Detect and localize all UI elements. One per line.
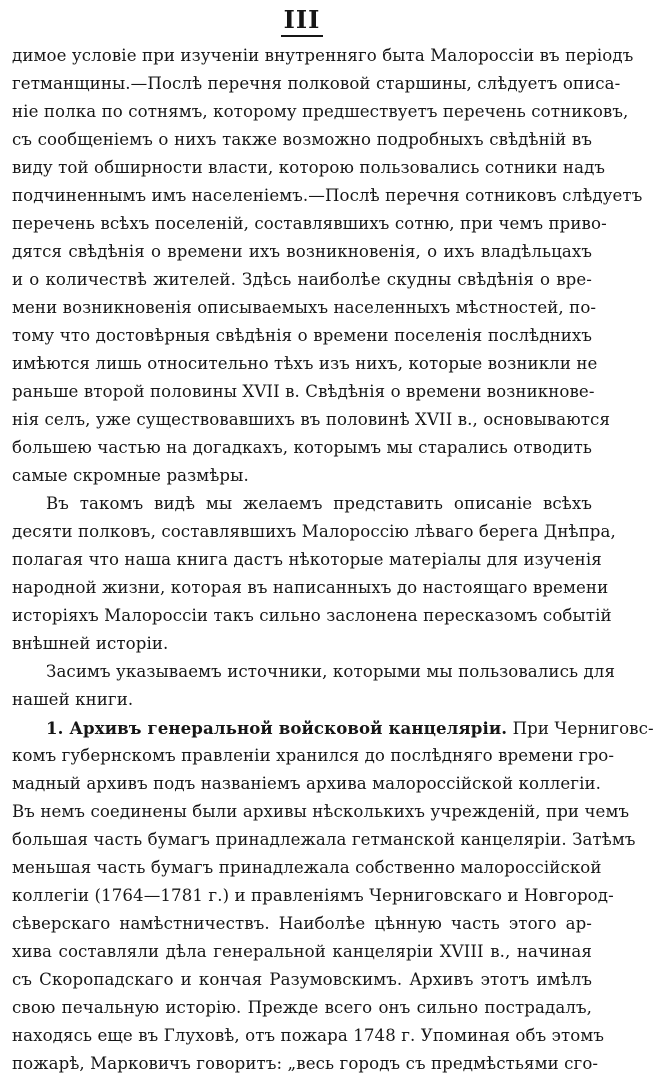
text-line: мадный архивъ подъ названіемъ архива малороссійской коллегіи. [12,774,602,793]
text-line: имѣются лишь относительно тѣхъ изъ нихъ, которые возникли не [12,354,598,373]
paragraph-description [12,490,616,658]
text-line: димое условіе при изученіи внутренняго быта Малороссіи въ періодъ [12,46,634,65]
paragraph-archive [12,714,654,1078]
text-line: коллегіи (1764—1781 г.) и правленіямъ Черниговскаго и Новгород- [12,886,614,905]
page-number-text: III [281,5,324,37]
text-line: меньшая часть бумагъ принадлежала собственно малороссійской [12,858,602,877]
text-line: подчиненнымъ имъ населеніемъ.—Послѣ перечня сотниковъ слѣдуетъ [12,186,643,205]
text-line: свою печальную исторію. Прежде всего онъ сильно пострадалъ, [12,998,592,1017]
paragraph-sources-intro [12,658,616,714]
text-line: пожарѣ, Марковичъ говоритъ: „весь городъ съ предмѣстьями сго- [12,1054,599,1073]
text-line: комъ губернскомъ правленіи хранился до послѣдняго времени гро- [12,746,615,765]
text-line: мени возникновенія описываемыхъ населенныхъ мѣстностей, по- [12,298,597,317]
text-line: Въ немъ соединены были архивы нѣсколькихъ учрежденій, при чемъ [12,802,630,821]
text-line: Въ такомъ видѣ мы желаемъ представить описаніе всѣхъ [46,494,592,513]
text-line: нашей книги. [12,690,134,709]
text-line: виду той обширности власти, которою пользовались сотники надъ [12,158,606,177]
text-line: хива составляли дѣла генеральной канцеляріи XVIII в., начиная [12,942,592,961]
text-line: гетманщины.—Послѣ перечня полковой старшины, слѣдуетъ описа- [12,74,621,93]
text-line: самые скромные размѣры. [12,466,249,485]
archive-heading: 1. Архивъ генеральной войсковой канцеляріи. [46,718,508,738]
text-line: внѣшней исторіи. [12,634,169,653]
text-line: и о количествѣ жителей. Здѣсь наиболѣе скудны свѣдѣнія о вре- [12,270,592,289]
text-line: находясь еще въ Глуховѣ, отъ пожара 1748 г. Упоминая объ этомъ [12,1026,605,1045]
page-number [12,2,592,42]
archive-heading-line [12,714,654,742]
text-line: большая часть бумагъ принадлежала гетманской канцеляріи. Затѣмъ [12,830,636,849]
text-line: полагая что наша книга дастъ нѣкоторые матеріалы для изученія [12,550,602,569]
text-line: нія селъ, уже существовавшихъ въ половинѣ XVII в., основываются [12,410,611,429]
text-line: съ Скоропадскаго и кончая Разумовскимъ. Архивъ этотъ имѣлъ [12,970,592,989]
text-line: съ сообщеніемъ о нихъ также возможно подробныхъ свѣдѣній въ [12,130,592,149]
text-line: дятся свѣдѣнія о времени ихъ возникновенія, о ихъ владѣльцахъ [12,242,592,261]
text-line: исторіяхъ Малороссіи такъ сильно заслонена пересказомъ событій [12,606,612,625]
text-line: Засимъ указываемъ источники, которыми мы пользовались для [46,662,616,681]
text-line: сѣверскаго намѣстничествъ. Наиболѣе цѣнную часть этого ар- [12,914,592,933]
text-line: раньше второй половины XVII в. Свѣдѣнія о времени возникнове- [12,382,595,401]
archive-heading-rest: При Черниговс- [512,719,654,738]
text-line: большею частью на догадкахъ, которымъ мы старались отводить [12,438,593,457]
paragraph-continuation [12,42,643,490]
text-line: ніе полка по сотнямъ, которому предшествуетъ перечень сотниковъ, [12,102,629,121]
text-line: перечень всѣхъ поселеній, составлявшихъ сотню, при чемъ приво- [12,214,607,233]
text-line: тому что достовѣрныя свѣдѣнія о времени поселенія послѣднихъ [12,326,592,345]
text-line: народной жизни, которая въ написанныхъ до настоящаго времени [12,578,609,597]
text-line: десяти полковъ, составлявшихъ Малороссію лѣваго берега Днѣпра, [12,522,616,541]
